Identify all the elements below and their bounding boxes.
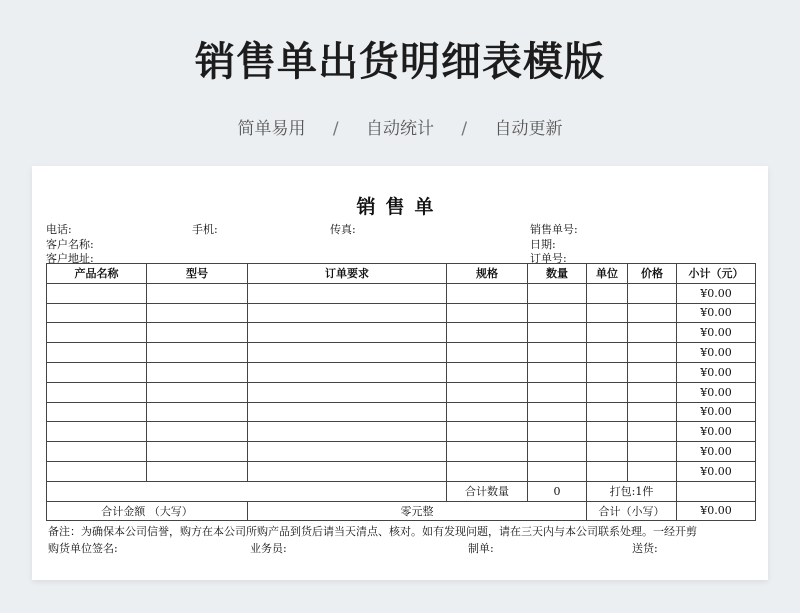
salesman-label[interactable]: 业务员: xyxy=(250,542,287,555)
order-id-label[interactable]: 订单号: xyxy=(530,252,567,265)
cell[interactable] xyxy=(447,343,528,363)
order-no-label[interactable]: 销售单号: xyxy=(530,223,578,236)
table-row xyxy=(47,303,756,323)
packing-label: 打包: xyxy=(609,485,636,499)
cell[interactable] xyxy=(447,422,528,442)
cell[interactable] xyxy=(248,283,447,303)
table-row xyxy=(47,442,756,462)
sales-sheet xyxy=(32,166,768,580)
tag-auto-update: 自动更新 xyxy=(494,119,563,139)
table-row xyxy=(47,422,756,442)
cell[interactable] xyxy=(47,343,147,363)
total-qty-value[interactable]: 0 xyxy=(528,481,587,501)
subtotal-cell[interactable]: ¥0.00 xyxy=(677,461,756,481)
tag-auto-stat: 自动统计 xyxy=(366,119,434,139)
col-model: 型号 xyxy=(147,264,248,284)
amount-upper-value[interactable]: 零元整 xyxy=(248,501,587,521)
cell[interactable] xyxy=(447,323,528,343)
cell[interactable] xyxy=(447,382,528,402)
cell[interactable] xyxy=(587,323,628,343)
subtotal-cell[interactable]: ¥0.00 xyxy=(677,362,756,382)
cell[interactable] xyxy=(147,323,248,343)
subtotal-cell[interactable]: ¥0.00 xyxy=(677,283,756,303)
tagline xyxy=(0,114,800,139)
cell[interactable] xyxy=(628,303,677,323)
cell[interactable] xyxy=(447,362,528,382)
cell[interactable] xyxy=(587,303,628,323)
cell[interactable] xyxy=(147,402,248,422)
cell[interactable] xyxy=(587,442,628,462)
maker-label[interactable]: 制单: xyxy=(468,542,494,555)
cell[interactable] xyxy=(528,283,587,303)
cell[interactable] xyxy=(47,323,147,343)
page-title: 销售单出货明细表模版 xyxy=(195,39,605,85)
cell[interactable] xyxy=(447,402,528,422)
cell[interactable] xyxy=(628,461,677,481)
cell[interactable] xyxy=(587,402,628,422)
cell[interactable] xyxy=(447,461,528,481)
cell[interactable] xyxy=(248,362,447,382)
cell[interactable] xyxy=(47,283,147,303)
subtotal-cell[interactable]: ¥0.00 xyxy=(677,442,756,462)
phone-label[interactable]: 电话: xyxy=(46,223,72,236)
col-product-name: 产品名称 xyxy=(47,264,147,284)
cell[interactable] xyxy=(147,303,248,323)
packing-cell[interactable] xyxy=(587,481,677,501)
subtotal-cell[interactable]: ¥0.00 xyxy=(677,303,756,323)
cell[interactable] xyxy=(587,461,628,481)
cell[interactable] xyxy=(248,402,447,422)
cell[interactable] xyxy=(587,362,628,382)
col-order-requirement: 订单要求 xyxy=(248,264,447,284)
col-spec: 规格 xyxy=(447,264,528,284)
cell[interactable] xyxy=(47,402,147,422)
total-qty-label: 合计数量 xyxy=(447,481,528,501)
table-row xyxy=(47,362,756,382)
cell[interactable] xyxy=(248,422,447,442)
cell[interactable] xyxy=(47,362,147,382)
subtotal-cell[interactable]: ¥0.00 xyxy=(677,402,756,422)
cell[interactable] xyxy=(447,303,528,323)
subtotal-cell[interactable]: ¥0.00 xyxy=(677,422,756,442)
buyer-signature-label[interactable]: 购货单位签名: xyxy=(48,542,118,555)
cell[interactable] xyxy=(447,442,528,462)
cell[interactable] xyxy=(248,382,447,402)
amount-lower-value[interactable]: ¥0.00 xyxy=(677,501,756,521)
cell[interactable] xyxy=(248,442,447,462)
cell[interactable] xyxy=(628,402,677,422)
cell[interactable] xyxy=(147,362,248,382)
cell[interactable] xyxy=(587,343,628,363)
cell[interactable] xyxy=(47,461,147,481)
cell[interactable] xyxy=(628,442,677,462)
cell[interactable] xyxy=(248,461,447,481)
summary-blank-cell[interactable] xyxy=(677,481,756,501)
cell[interactable] xyxy=(147,461,248,481)
tag-separator: / xyxy=(332,119,339,139)
col-quantity: 数量 xyxy=(528,264,587,284)
cell[interactable] xyxy=(47,382,147,402)
col-price: 价格 xyxy=(628,264,677,284)
delivery-label[interactable]: 送货: xyxy=(632,542,658,555)
table-row xyxy=(47,323,756,343)
table-row xyxy=(47,382,756,402)
cell[interactable] xyxy=(147,382,248,402)
cell[interactable] xyxy=(628,382,677,402)
cell[interactable] xyxy=(628,323,677,343)
order-table xyxy=(46,263,756,521)
cell[interactable] xyxy=(628,283,677,303)
cell[interactable] xyxy=(147,442,248,462)
table-row xyxy=(47,343,756,363)
table-row xyxy=(47,283,756,303)
cell[interactable] xyxy=(528,382,587,402)
table-row xyxy=(47,461,756,481)
summary-blank-cell[interactable] xyxy=(47,481,447,501)
amount-lower-label: 合计（小写） xyxy=(587,501,677,521)
cell[interactable] xyxy=(528,362,587,382)
cell[interactable] xyxy=(587,382,628,402)
table-header-row xyxy=(47,264,756,284)
customer-address-label[interactable]: 客户地址: xyxy=(46,252,94,265)
subtotal-cell[interactable]: ¥0.00 xyxy=(677,382,756,402)
tag-separator: / xyxy=(461,119,468,139)
cell[interactable] xyxy=(47,442,147,462)
cell[interactable] xyxy=(248,303,447,323)
cell[interactable] xyxy=(628,362,677,382)
cell[interactable] xyxy=(628,422,677,442)
cell[interactable] xyxy=(147,283,248,303)
summary-amount-row xyxy=(47,501,756,521)
tag-easy: 简单易用 xyxy=(237,119,306,139)
cell[interactable] xyxy=(147,343,248,363)
cell[interactable] xyxy=(47,303,147,323)
date-label[interactable]: 日期: xyxy=(530,238,556,251)
col-subtotal: 小计（元） xyxy=(677,264,756,284)
mobile-label[interactable]: 手机: xyxy=(192,223,218,236)
packing-value: 1件 xyxy=(635,485,654,499)
sheet-title: 销售单 xyxy=(356,196,444,218)
cell[interactable] xyxy=(528,442,587,462)
cell[interactable] xyxy=(528,422,587,442)
subtotal-cell[interactable]: ¥0.00 xyxy=(677,343,756,363)
cell[interactable] xyxy=(528,402,587,422)
cell[interactable] xyxy=(528,461,587,481)
cell[interactable] xyxy=(587,422,628,442)
cell[interactable] xyxy=(628,343,677,363)
summary-qty-row xyxy=(47,481,756,501)
amount-upper-label: 合计金额 （大写） xyxy=(47,501,248,521)
cell[interactable] xyxy=(447,283,528,303)
cell[interactable] xyxy=(47,422,147,442)
cell[interactable] xyxy=(528,303,587,323)
fax-label[interactable]: 传真: xyxy=(330,223,356,236)
note-text: 备注：为确保本公司信誉，购方在本公司所购产品到货后请当天清点、核对。如有发现问题，请在三天内与本公司联系处理。一经开剪 xyxy=(48,525,697,538)
cell[interactable] xyxy=(248,323,447,343)
cell[interactable] xyxy=(528,343,587,363)
col-unit: 单位 xyxy=(587,264,628,284)
table-row xyxy=(47,402,756,422)
subtotal-cell[interactable]: ¥0.00 xyxy=(677,323,756,343)
cell[interactable] xyxy=(147,422,248,442)
customer-name-label[interactable]: 客户名称: xyxy=(46,238,94,251)
cell[interactable] xyxy=(587,283,628,303)
cell[interactable] xyxy=(248,343,447,363)
cell[interactable] xyxy=(528,323,587,343)
